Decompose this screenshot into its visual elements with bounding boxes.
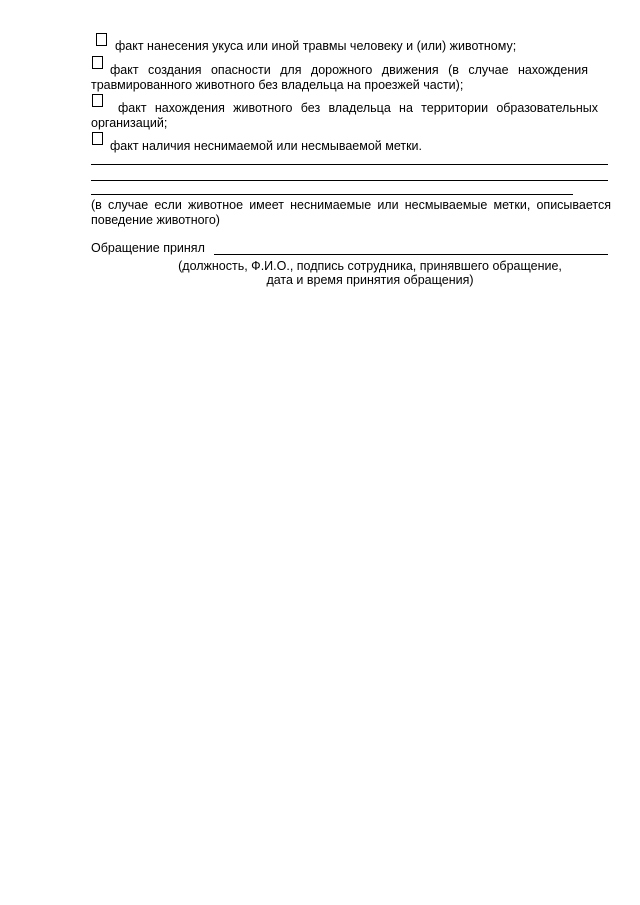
accepted-by-signature-line[interactable]: [214, 254, 608, 255]
blank-line-2[interactable]: [91, 180, 608, 181]
checkbox-road-danger[interactable]: [92, 56, 103, 69]
item-text-road-danger-line1: факт создания опасности для дорожного движения (в случае нахождения: [110, 63, 588, 77]
blank-line-1[interactable]: [91, 164, 608, 165]
item-text-road-danger-line2: травмированного животного без владельца на проезжей части);: [91, 78, 464, 92]
checkbox-educational-territory[interactable]: [92, 94, 103, 107]
accepted-by-label: Обращение принял: [91, 241, 205, 255]
accepted-by-caption-line1: (должность, Ф.И.О., подпись сотрудника, принявшего обращение,: [178, 259, 562, 273]
item-text-permanent-mark: факт наличия неснимаемой или несмываемой метки.: [110, 139, 422, 153]
note-text-line2: поведение животного): [91, 213, 220, 227]
checkbox-permanent-mark[interactable]: [92, 132, 103, 145]
item-text-educational-territory-line1: факт нахождения животного без владельца на территории образовательных: [118, 101, 598, 115]
checkbox-bite-injury[interactable]: [96, 33, 107, 46]
blank-line-3[interactable]: [91, 194, 573, 195]
item-text-bite-injury: факт нанесения укуса или иной травмы человеку и (или) животному;: [115, 39, 517, 53]
item-text-educational-territory-line2: организаций;: [91, 116, 168, 130]
note-text-line1: (в случае если животное имеет неснимаемые или несмываемые метки, описывается: [91, 198, 611, 212]
accepted-by-caption-line2: дата и время принятия обращения): [266, 273, 474, 287]
